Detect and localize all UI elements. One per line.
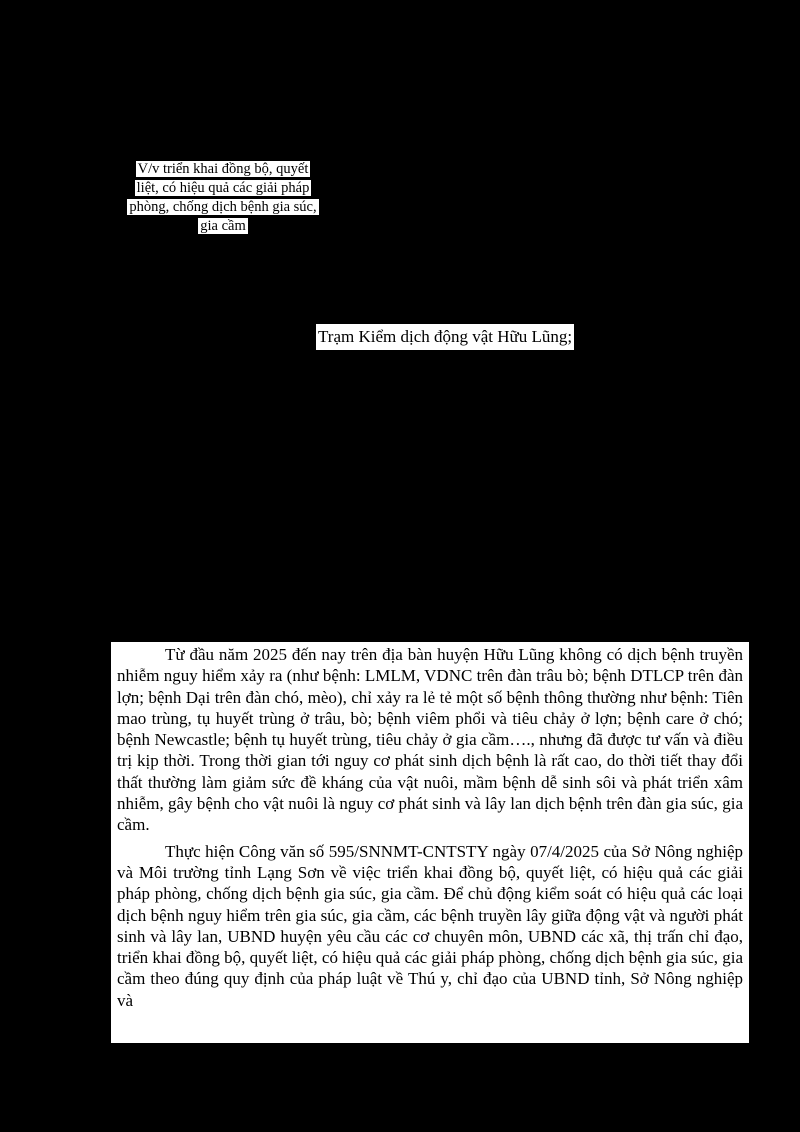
- document-body: [111, 642, 749, 1043]
- body-paragraph-1: Từ đầu năm 2025 đến nay trên địa bàn huyện Hữu Lũng không có dịch bệnh truyền nhiễm nguy hiểm xảy ra (như bệnh: LMLM, VDNC trên đàn trâu bò; bệnh DTLCP trên đàn lợn; bệnh Dại trên đàn chó, mèo), chỉ xảy ra lẻ tẻ một số bệnh thông thường như bệnh: Tiên mao trùng, tụ huyết trùng ở trâu, bò; bệnh viêm phổi và tiêu chảy ở lợn; bệnh care ở chó; bệnh Newcastle; bệnh tụ huyết trùng, tiêu chảy ở gia cầm…., nhưng đã được tư vấn và điều trị kịp thời. Trong thời gian tới nguy cơ phát sinh dịch bệnh là rất cao, do thời tiết thay đổi thất thường làm giảm sức đề kháng của vật nuôi, mầm bệnh dễ sinh sôi và phát triển xâm nhiễm, gây bệnh cho vật nuôi là nguy cơ phát sinh và lây lan dịch bệnh trên đàn gia súc, gia cầm.: [117, 645, 743, 835]
- subject-line-2: liệt, có hiệu quả các giải pháp: [136, 180, 310, 196]
- recipient-line: Trạm Kiểm dịch động vật Hữu Lũng;: [316, 324, 574, 350]
- body-paragraph-2: Thực hiện Công văn số 595/SNNMT-CNTSTY ngày 07/4/2025 của Sở Nông nghiệp và Môi trường tỉnh Lạng Sơn về việc triển khai đồng bộ, quyết liệt, có hiệu quả các giải pháp phòng, chống dịch bệnh gia súc, gia cầm. Để chủ động kiểm soát có hiệu quả các loại dịch bệnh nguy hiểm trên gia súc, gia cầm, các bệnh truyền lây giữa động vật và người phát sinh và lây lan, UBND huyện yêu cầu các cơ chuyên môn, UBND các xã, thị trấn chỉ đạo, triển khai đồng bộ, quyết liệt, có hiệu quả các giải pháp phòng, chống dịch bệnh gia súc, gia cầm theo đúng quy định của pháp luật về Thú y, chỉ đạo của UBND tỉnh, Sở Nông nghiệp và: [117, 841, 743, 1010]
- subject-line-1: V/v triển khai đồng bộ, quyết: [137, 161, 309, 177]
- subject-line-3: phòng, chống dịch bệnh gia súc,: [129, 199, 317, 215]
- subject-summary: [112, 160, 334, 236]
- subject-line-4: gia cầm: [200, 218, 246, 234]
